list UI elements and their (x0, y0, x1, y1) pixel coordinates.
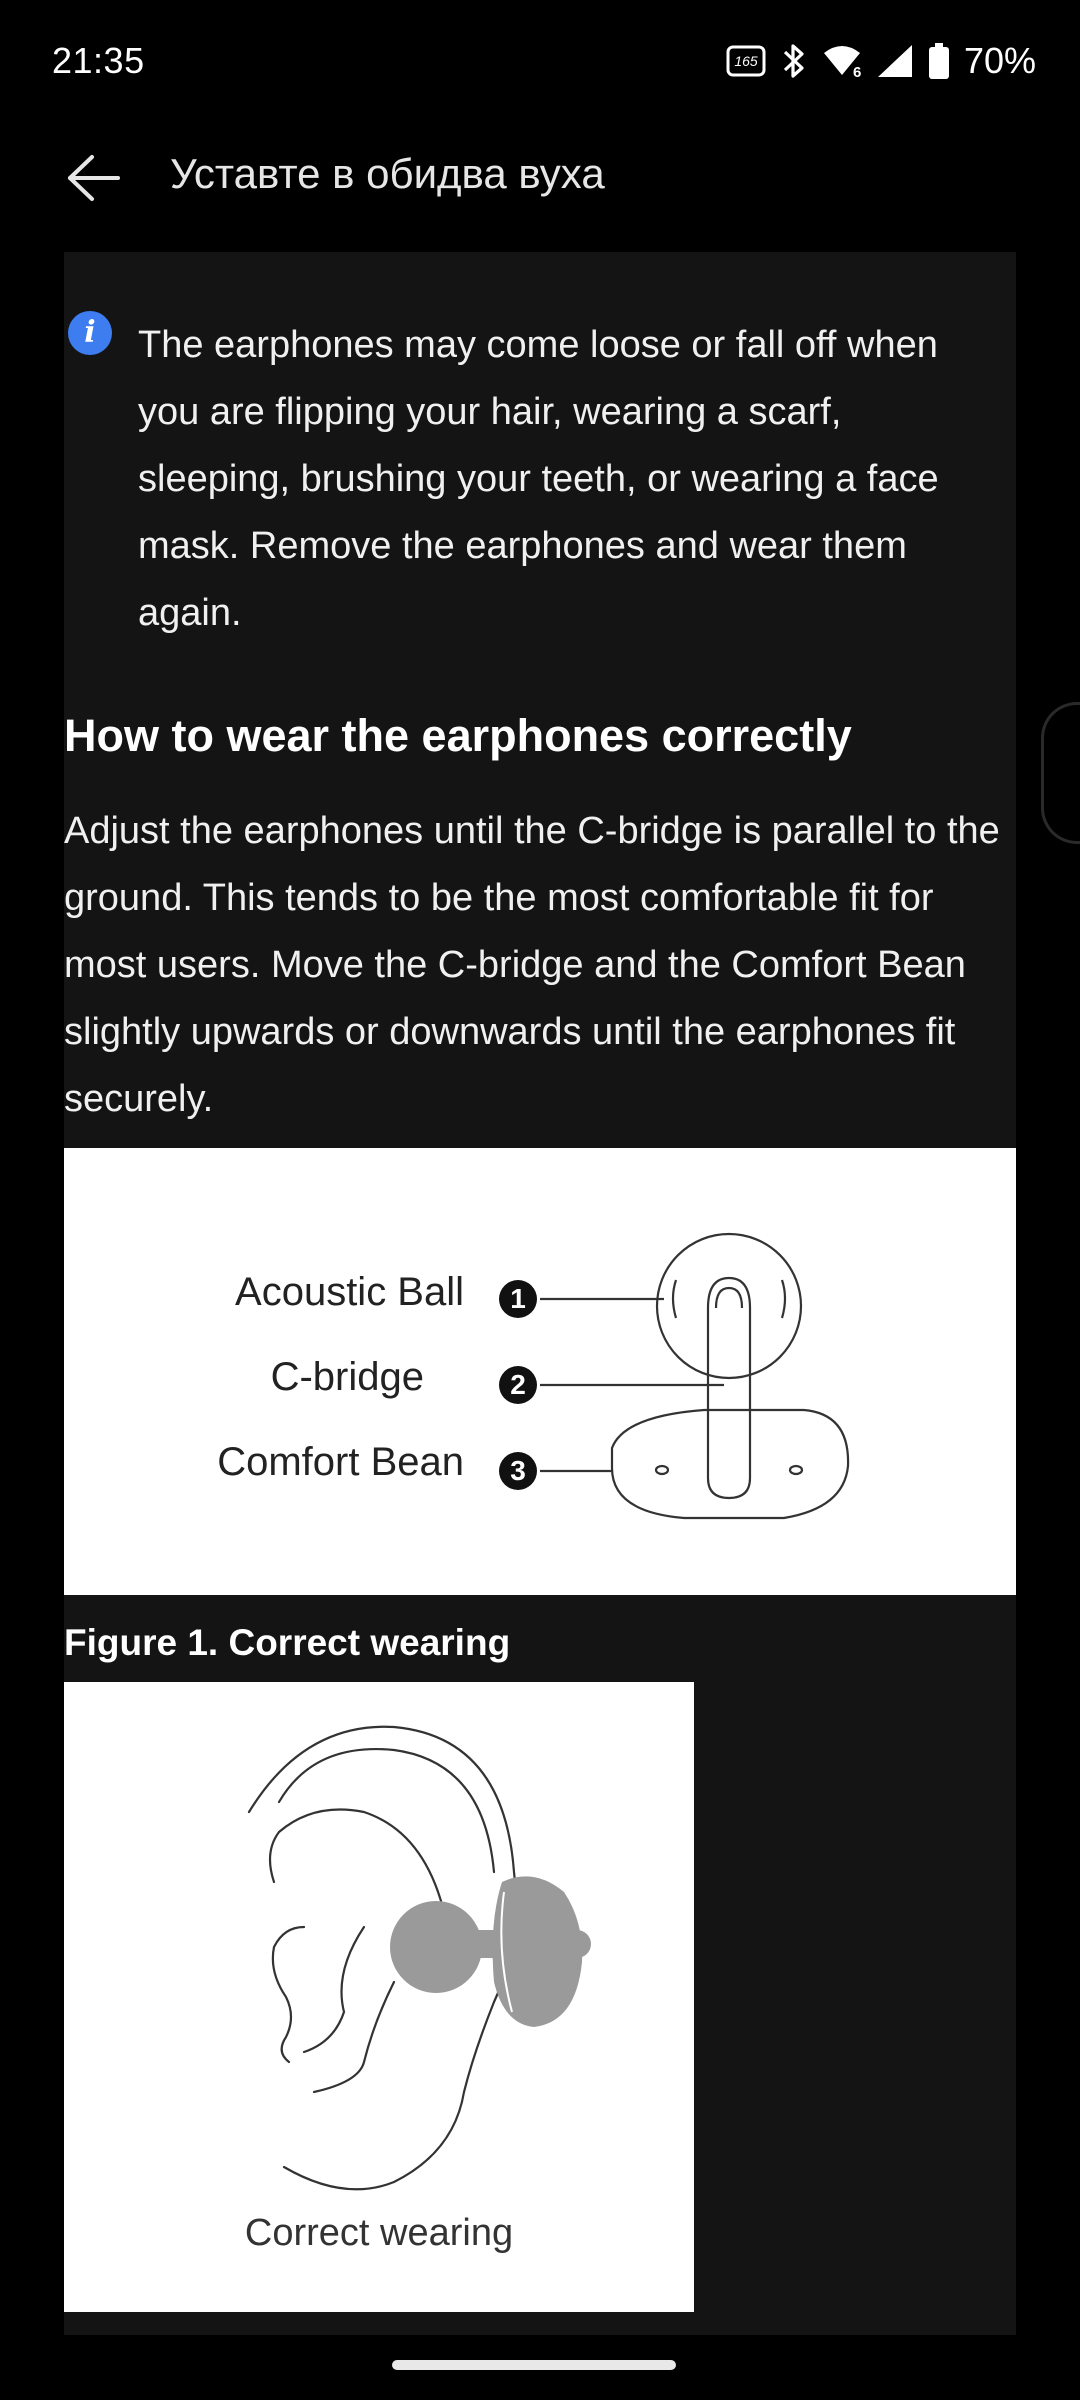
wifi-6-icon (822, 43, 862, 79)
section-body: Adjust the earphones until the C-bridge is parallel to the ground. This tends to be the most comfortable fit for most users. Move the C-bridge and the Comfort Bean slightly upwards or downwards until the earphones fit securely. (64, 810, 1000, 1120)
part-number-1: 1 (499, 1280, 537, 1318)
status-time: 21:35 (52, 40, 145, 81)
earphone-drawing (64, 1148, 1016, 1595)
part-number-3: 3 (499, 1452, 537, 1490)
back-button[interactable] (48, 132, 140, 224)
status-bar (0, 0, 1080, 120)
svg-text:6: 6 (852, 64, 862, 79)
part-number-2: 2 (499, 1366, 537, 1404)
part-label-c-bridge: C-bridge (270, 1355, 424, 1399)
battery-icon (928, 42, 950, 80)
part-label-comfort-bean: Comfort Bean (217, 1440, 464, 1484)
correct-wearing-image (64, 1682, 694, 2312)
earphone-parts-diagram (64, 1148, 1016, 1595)
correct-wearing-label: Correct wearing (244, 2212, 514, 2254)
article-content (64, 252, 1016, 2335)
note-text: The earphones may come loose or fall off when you are flipping your hair, wearing a scarf, sleeping, brushing your teeth, or wearing a face mask. Remove the earphones and wear them again. (138, 324, 939, 634)
part-label-acoustic-ball: Acoustic Ball (235, 1270, 464, 1314)
status-icons (726, 38, 1036, 84)
side-edge-handle[interactable] (1041, 702, 1080, 844)
home-indicator[interactable] (392, 2360, 676, 2370)
refresh-rate-icon (726, 44, 766, 78)
battery-percent: 70% (963, 40, 1036, 81)
figure-caption: Figure 1. Correct wearing (64, 1622, 511, 1663)
bluetooth-icon (780, 42, 808, 80)
info-icon: i (68, 311, 112, 355)
signal-icon (876, 43, 914, 79)
section-heading: How to wear the earphones correctly (64, 710, 852, 761)
page-title: Уставте в обидва вуха (170, 150, 605, 197)
arrow-left-icon (66, 154, 122, 202)
svg-text:165: 165 (734, 53, 758, 69)
